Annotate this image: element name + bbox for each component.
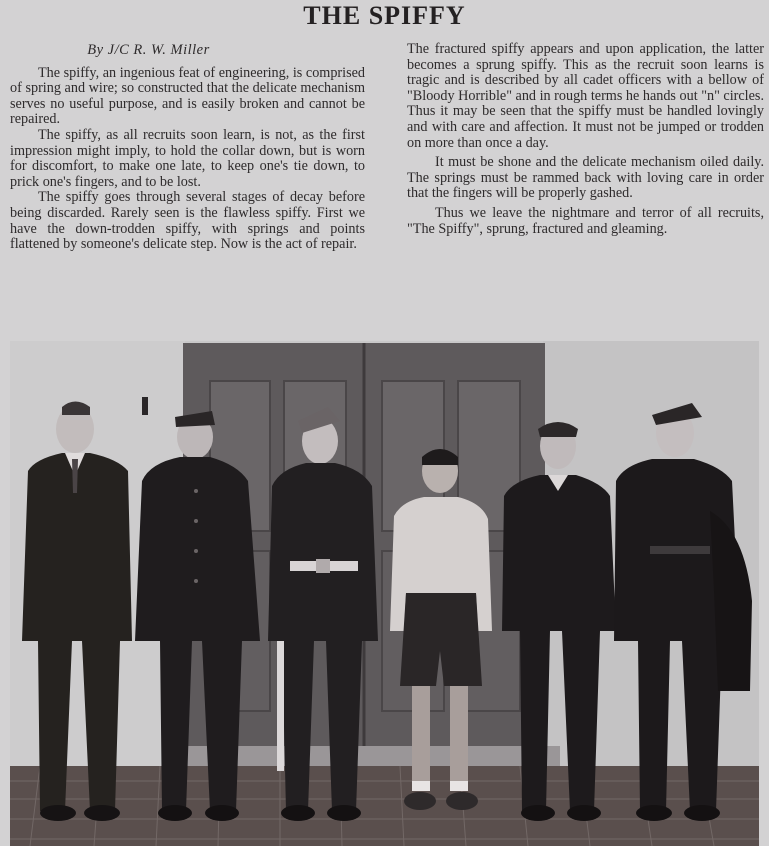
paragraph-3: The spiffy goes through several stages of decay before being discarded. Rarely seen is the flawless spiffy. First we have the down-trodden spiffy, with springs and points flattened by someone's delicate step. Now is the act of repair.	[10, 189, 365, 253]
byline: By J/C R. W. Miller	[87, 42, 210, 58]
paragraph-6: Thus we leave the nightmare and terror of all recruits, "The Spiffy", sprung, fractured and gleaming.	[407, 204, 764, 237]
group-photo	[10, 341, 759, 846]
paragraph-5: It must be shone and the delicate mechanism oiled daily. The springs must be rammed back with loving care in order that the fingers will be properly gashed.	[407, 154, 764, 202]
left-column	[10, 43, 365, 253]
paragraph-1: The spiffy, an ingenious feat of engineering, is comprised of spring and wire; so constructed that the delicate mechanism serves no useful purpose, and is easily broken and cannot be repaired.	[10, 64, 365, 128]
paragraph-4: The fractured spiffy appears and upon application, the latter becomes a sprung spiffy. This as the recruit soon learns is tragic and is described by all cadet officers with a bellow of "Bloody Horrible" and in rough terms he hands out "n" circles. Thus it may be seen that the spiffy must be handled lovingly and with care and affection. It must not be jumped or trodden on more than once a day.	[407, 41, 764, 151]
right-column	[407, 42, 764, 237]
group-photo-illustration	[10, 341, 759, 846]
paragraph-2: The spiffy, as all recruits soon learn, is not, as the first impression might imply, to hold the collar down, but is worn for discomfort, to make one late, to keep one's tie down, to prick one's fingers, and to be lost.	[10, 126, 365, 190]
article-title: THE SPIFFY	[303, 1, 466, 30]
